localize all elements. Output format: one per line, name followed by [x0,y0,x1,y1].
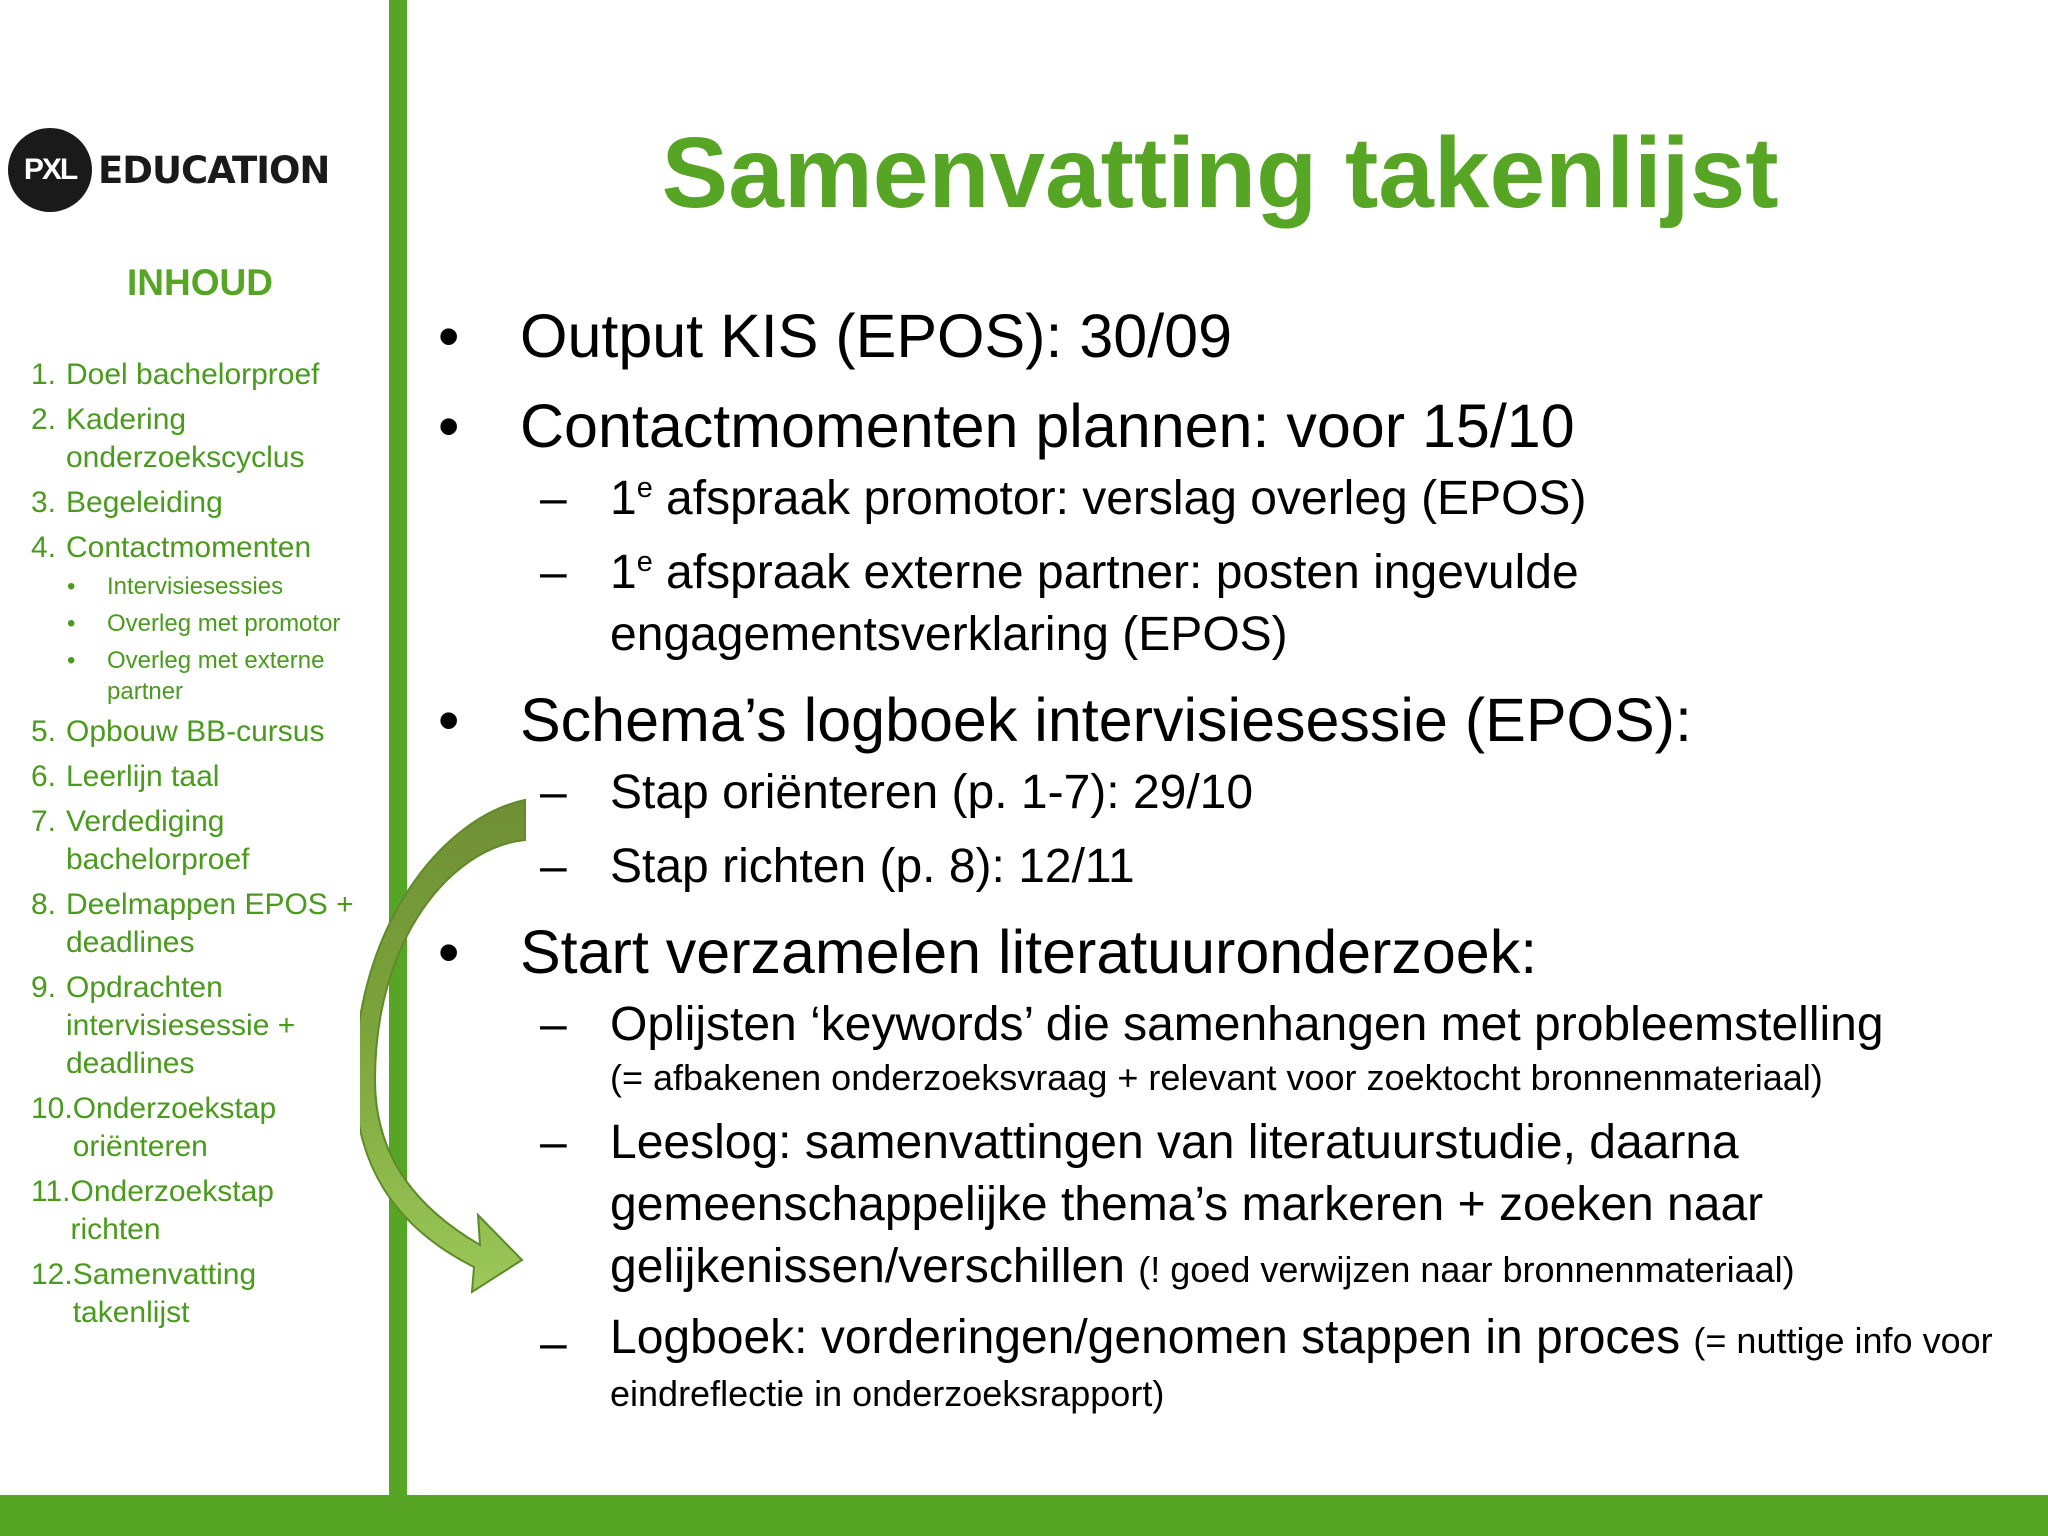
bullet: • [438,392,460,460]
sub-bullet-item [540,1112,2025,1301]
toc-sublabel: Intervisiesessies [107,573,284,600]
toc-label: Leerlijn taal [66,760,220,793]
bullet: • [438,918,460,986]
toc-label: Doel bachelorproef [66,358,320,391]
toc-label: Onderzoekstap richten [70,1175,274,1246]
main-content [435,300,2025,1431]
toc-subitem [66,608,380,639]
sub-bullet-text: Stap richten (p. 8): 12/11 [610,840,1135,893]
sub-bullet-item [540,762,2025,824]
sidebar-heading: INHOUD [127,262,273,303]
toc-number: 6. [31,760,57,793]
sub-bullet-text: Oplijsten ‘keywords’ die samenhangen met probleemstelling (= afbakenen onderzoeksvraag + relevant voor zoektocht bronnenmateriaal) [610,998,1884,1098]
logo-wordmark: EDUCATION [98,148,330,192]
bullet-text: Schema’s logboek intervisiesessie (EPOS): [520,686,1692,754]
dash: – [540,472,567,525]
toc-label: Opbouw BB-cursus [66,715,325,748]
toc-item-orienteren [31,1090,380,1166]
dash: – [540,546,567,599]
toc-label: Kadering onderzoekscyclus [66,403,305,474]
bullet-text: Start verzamelen literatuuronderzoek: [520,918,1538,986]
toc-number: 4. [31,531,57,564]
pxl-education-logo [8,128,329,212]
toc-item-richten [31,1173,380,1249]
toc-subitem [66,645,380,707]
dash: – [540,1116,567,1169]
toc-subitems [31,571,380,707]
note-text: (= nuttige info voor eindreflectie in onderzoeksrapport) [610,1320,1993,1414]
sub-bullet-text: Leeslog: samenvattingen van literatuurstudie, daarna gemeenschappelijke thema’s markeren + zoeken naar gelijkenissen/verschillen (! goed verwijzen naar bronnenmateriaal) [610,1116,1795,1293]
toc-number: 11. [31,1175,71,1208]
bullet: • [438,302,460,370]
toc-sublabel: Overleg met externe partner [107,647,325,705]
toc-number: 7. [31,805,57,838]
toc-number: 3. [31,486,57,519]
toc-item-opdrachten [31,969,380,1083]
toc-item-leerlijn [31,758,380,796]
toc-number: 10. [31,1092,73,1125]
toc-number: 2. [31,403,57,436]
bullet-item [435,390,2025,462]
logo-mark: PXL [23,153,77,186]
bullet: • [67,573,76,600]
toc-sublabel: Overleg met promotor [107,610,341,637]
toc-label: Contactmomenten [66,531,312,564]
toc-item-kadering [31,401,380,477]
toc-item-doel [31,356,380,394]
sub-bullet-item [540,1313,2025,1419]
toc-label: Begeleiding [66,486,223,519]
bullet-item [435,916,2025,988]
toc-item-verdediging [31,803,380,879]
toc-item-opbouw [31,713,380,751]
bullet-item [435,300,2025,372]
toc-list [0,356,380,1332]
toc-label: Verdediging bachelorproef [66,805,250,876]
dash: – [540,840,567,893]
bullet-text: Contactmomenten plannen: voor 15/10 [520,392,1575,460]
toc-number: 8. [31,888,57,921]
sub-bullet-item [540,836,2025,898]
note-text: (! goed verwijzen naar bronnenmateriaal) [1138,1249,1795,1290]
toc-label: Opdrachten intervisiesessie + deadlines [66,971,296,1080]
bullet: • [67,610,76,637]
toc-number: 5. [31,715,57,748]
toc-item-deelmappen [31,886,380,962]
sub-bullet-text: Stap oriënteren (p. 1-7): 29/10 [610,766,1254,819]
sub-bullet-item [540,468,2025,530]
toc-label: Samenvatting takenlijst [72,1258,257,1329]
toc-item-contactmomenten [31,529,380,567]
bullet: • [438,686,460,754]
dash: – [540,1317,567,1370]
sub-bullet-item [540,542,2025,666]
sub-bullet-text: 1e afspraak promotor: verslag overleg (EPOS) [610,472,1587,525]
dash: – [540,998,567,1051]
logo-circle [8,128,92,212]
sidebar-toc [0,262,380,1339]
toc-subitem [66,571,380,602]
toc-number: 12. [31,1258,73,1291]
dash: – [540,766,567,819]
slide-title: Samenvatting takenlijst [661,117,1779,229]
toc-label: Onderzoekstap oriënteren [72,1092,277,1163]
toc-number: 1. [31,358,57,391]
bullet: • [67,647,76,674]
sub-bullet-item [540,994,2025,1100]
bullet-text: Output KIS (EPOS): 30/09 [520,302,1233,370]
bottom-bar [0,1495,2048,1536]
toc-label: Deelmappen EPOS + deadlines [66,888,354,959]
toc-item-samenvatting [31,1256,380,1332]
sub-bullet-text: 1e afspraak externe partner: posten ingevulde engagementsverklaring (EPOS) [610,546,1579,661]
sub-bullet-text: Logboek: vorderingen/genomen stappen in proces (= nuttige info voor eindreflectie in onderzoeksrapport) [610,1311,1993,1414]
toc-number: 9. [31,971,57,1004]
note-text: (= afbakenen onderzoeksvraag + relevant voor zoektocht bronnenmateriaal) [610,1057,1823,1098]
bullet-item [435,684,2025,756]
toc-item-begeleiding [31,484,380,522]
